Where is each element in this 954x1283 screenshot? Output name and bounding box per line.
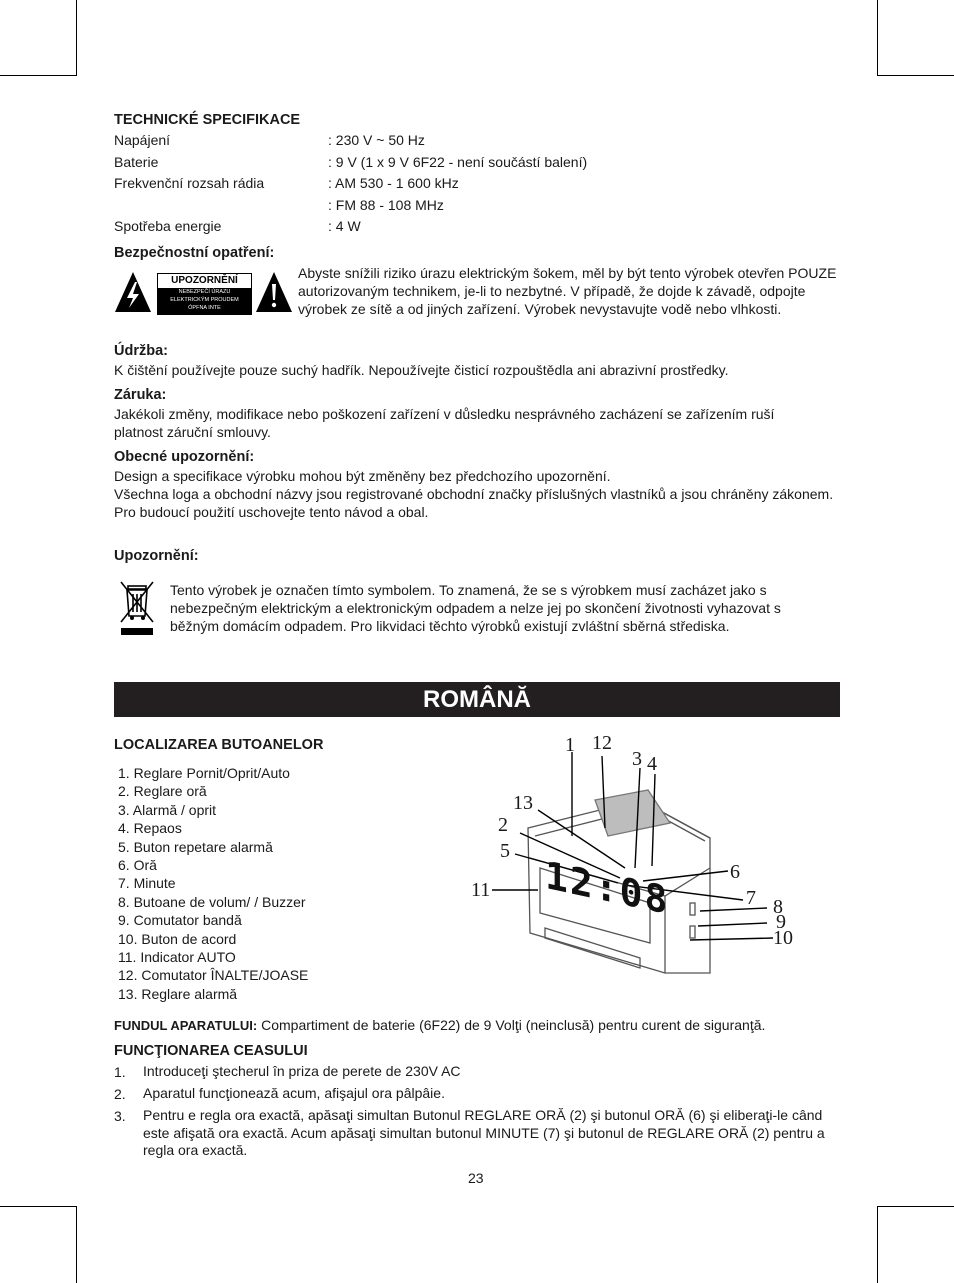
clock-display: 12:08 (545, 852, 670, 924)
list-item: 6. Oră (118, 857, 157, 874)
lightning-warning-icon (113, 270, 153, 314)
maintenance-text: K čištění používejte pouze suchý hadřík. Nepoužívejte čisticí rozpouštědla ani abrazivní prostředky. (114, 362, 729, 378)
callout-9: 9 (776, 911, 786, 933)
callout-13: 13 (513, 792, 533, 814)
buttons-list (118, 764, 308, 1003)
safety-heading: Bezpečnostní opatření: (114, 245, 275, 261)
crop-mark (0, 75, 77, 76)
bottom-label: FUNDUL APARATULUI: (114, 1018, 258, 1033)
tech-spec-heading: TECHNICKÉ SPECIFIKACE (114, 112, 301, 128)
spec-value: : FM 88 - 108 MHz (328, 197, 444, 213)
maintenance-heading: Údržba: (114, 343, 168, 359)
step-number: 3. (114, 1108, 126, 1124)
spec-value: : 9 V (1 x 9 V 6F22 - není součástí balení) (328, 154, 588, 170)
list-item: 7. Minute (118, 875, 176, 892)
crop-mark (76, 1206, 77, 1283)
list-item: 1. Reglare Pornit/Oprit/Auto (118, 765, 290, 781)
crop-mark (877, 0, 878, 76)
callout-10: 10 (773, 927, 793, 949)
general-heading: Obecné upozornění: (114, 449, 255, 465)
callout-7: 7 (746, 887, 756, 909)
spec-key: Spotřeba energie (114, 218, 222, 234)
list-item: 3. Alarmă / oprit (118, 801, 217, 818)
general-paragraph: Pro budoucí použití uschovejte tento návod a obal. (114, 504, 429, 520)
list-item: 11. Indicator AUTO (118, 949, 236, 966)
clock-heading: FUNCŢIONAREA CEASULUI (114, 1043, 308, 1059)
exclamation-warning-icon (254, 270, 294, 314)
spec-key: Baterie (114, 154, 159, 170)
list-item: 2. Reglare oră (118, 783, 207, 800)
crossed-bin-icon (118, 578, 156, 636)
safety-text: Abyste snížili riziko úrazu elektrickým šokem, měl by být tento výrobek otevřen POUZE autorizovaným technikem, je-li to nezbytné. V případě, že dojde k závadě, odpojte výrobek ze sítě a od jiných zařízení. Výrobek nevystavujte vodě nebo vlhkosti. (298, 265, 837, 317)
spec-key: Napájení (114, 132, 171, 148)
bottom-info (114, 1016, 844, 1035)
warning-label-line: ELEKTRICKÝM PROUDEM (170, 297, 239, 303)
callout-4: 4 (647, 753, 657, 775)
warning-label (157, 273, 252, 315)
general-paragraph: Design a specifikace výrobku mohou být změněny bez předchozího upozornění. (114, 468, 611, 484)
callout-3: 3 (632, 748, 642, 770)
list-item: 10. Buton de acord (118, 930, 237, 947)
spec-value: : AM 530 - 1 600 kHz (328, 175, 459, 191)
crop-mark (877, 1206, 878, 1283)
crop-mark (877, 75, 954, 76)
list-item: 13. Reglare alarmă (118, 985, 238, 1002)
step-text: Aparatul funcţionează acum, afişajul ora pâlpâie. (143, 1085, 445, 1101)
step-number: 2. (114, 1086, 126, 1102)
step-text: Introduceţi ştecherul în priza de perete de 230V AC (143, 1063, 461, 1079)
list-item: 4. Repaos (118, 820, 182, 837)
general-text (114, 467, 844, 521)
callout-1: 1 (565, 734, 575, 756)
callout-12: 12 (592, 732, 612, 754)
weee-text: Tento výrobek je označen tímto symbolem. To znamená, že se s výrobkem musí zacházet jako s nebezpečným elektrickým a elektronickým odpadem a nelze jej po skončení životnosti vyhazovat s běžným domácím odpadem. Pro likvidaci těchto výrobků existují zvláštní sběrná střediska. (170, 582, 781, 634)
list-item: 8. Butoane de volum/ / Buzzer (118, 893, 306, 910)
warranty-heading: Záruka: (114, 387, 167, 403)
callout-11: 11 (471, 879, 491, 901)
list-item: 12. Comutator ÎNALTE/JOASE (118, 967, 309, 984)
callout-2: 2 (498, 814, 508, 836)
spec-value: : 4 W (328, 218, 361, 234)
list-item: 9. Comutator bandă (118, 912, 242, 929)
bottom-text: Compartiment de baterie (6F22) de 9 Volţi (neinclusă) pentru curent de siguranţă. (257, 1017, 766, 1033)
callout-8: 8 (773, 896, 783, 918)
page-number: 23 (468, 1170, 484, 1186)
warranty-text: Jakékoli změny, modifikace nebo poškození zařízení v důsledku nesprávného zacházení se zařízením ruší platnost záruční smlouvy. (114, 406, 775, 440)
weee-heading: Upozornění: (114, 548, 199, 564)
callout-5: 5 (500, 840, 510, 862)
warning-label-title: UPOZORNĚNÍ (158, 274, 251, 288)
language-banner: ROMÂNĂ (114, 682, 840, 717)
crop-mark (0, 1206, 77, 1207)
spec-key: Frekvenční rozsah rádia (114, 175, 265, 191)
general-paragraph: Všechna loga a obchodní názvy jsou registrované obchodní značky příslušných vlastníků a jsou chráněny zákonem. (114, 486, 834, 502)
buttons-heading: LOCALIZAREA BUTOANELOR (114, 737, 324, 753)
callout-6: 6 (730, 861, 740, 883)
crop-mark (877, 1206, 954, 1207)
spec-value: : 230 V ~ 50 Hz (328, 132, 425, 148)
step-text: Pentru e regla ora exactă, apăsaţi simultan Butonul REGLARE ORĂ (2) şi butonul ORĂ (6) şi eliberaţi-le când este afişată ora exactă. Acum apăsaţi simultan butonul MINUTE (7) şi butonul de REGLARE ORĂ (2) pentru a regla ora exactă. (143, 1107, 825, 1158)
step-number: 1. (114, 1064, 126, 1080)
list-item: 5. Buton repetare alarmă (118, 838, 273, 855)
crop-mark (76, 0, 77, 76)
warning-label-line: ÓPFNA INTE (188, 305, 221, 311)
warning-label-line: NEBEZPEČÍ ÚRAZU (178, 289, 231, 295)
